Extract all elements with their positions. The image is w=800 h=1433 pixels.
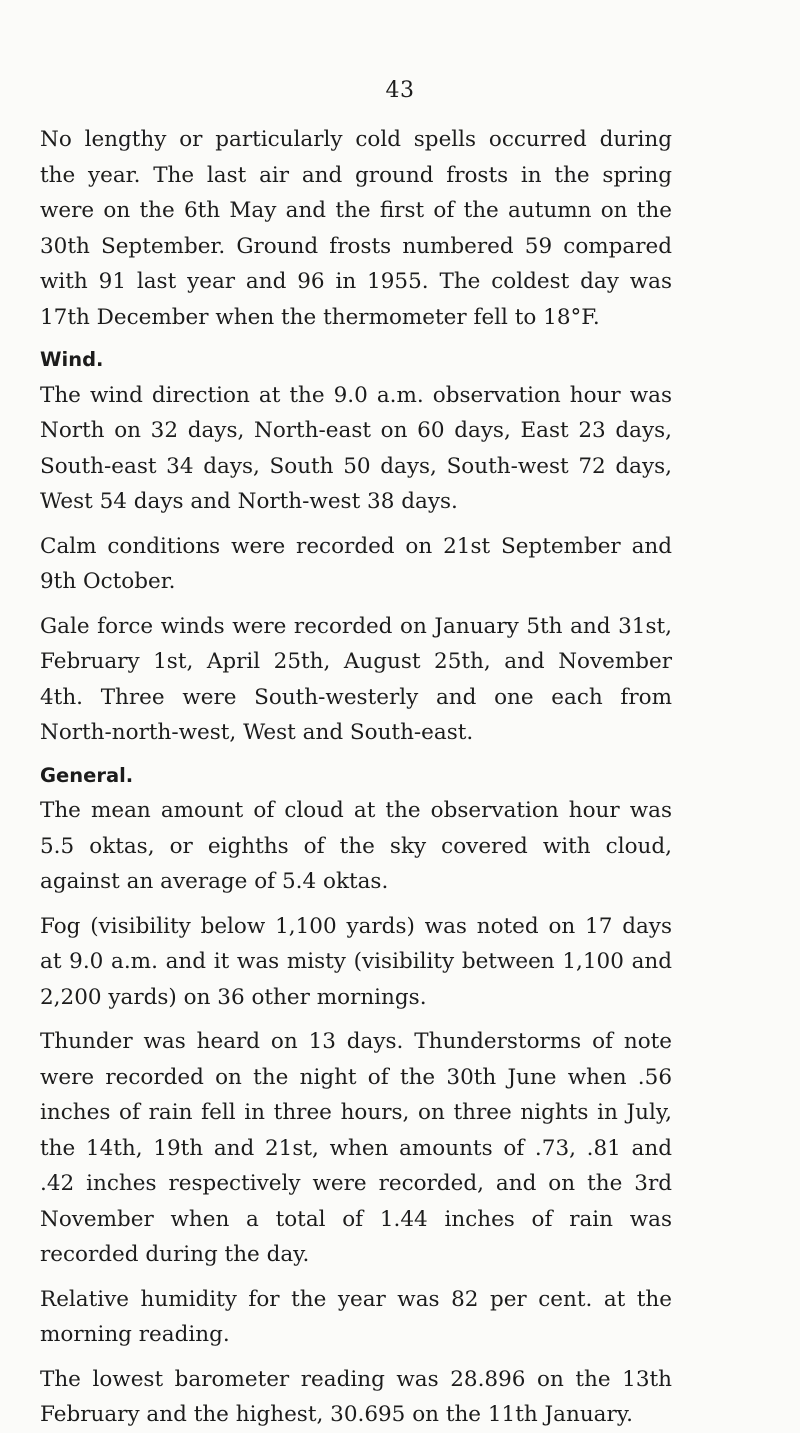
thunder-paragraph: Thunder was heard on 13 days. Thunderstorms of note were recorded on the night of the 30th June when .56 inches of rain fell in three hours, on three nights in July, the 14th, 19th and 21st, when amounts of .73, .81 and .42 inches respectively were recorded, and on the 3rd November when a total of 1.44 inches of rain was recorded during the day. (40, 1029, 672, 1267)
fog-paragraph: Fog (visibility below 1,100 yards) was noted on 17 days at 9.0 a.m. and it was misty (visibility between 1,100 and 2,200 yards) on 36 other mornings. (40, 913, 672, 1010)
wind-heading: Wind. (40, 348, 104, 371)
gale-force-paragraph: Gale force winds were recorded on January 5th and 31st, February 1st, April 25th, August 25th, and November 4th. Three were South-westerly and one each from North-north-west, West and South-east. (40, 613, 672, 745)
barometer-paragraph: The lowest barometer reading was 28.896 on the 13th February and the highest, 30.695 on the 11th January. (40, 1366, 672, 1427)
calm-conditions-paragraph: Calm conditions were recorded on 21st September and 9th October. (40, 533, 672, 594)
humidity-paragraph: Relative humidity for the year was 82 per cent. at the morning reading. (40, 1286, 672, 1347)
wind-direction-paragraph: The wind direction at the 9.0 a.m. observation hour was North on 32 days, North-east on 60 days, East 23 days, South-east 34 days, South 50 days, South-west 72 days, West 54 days and North-west 38 days. (40, 382, 672, 514)
document-body (40, 122, 672, 1433)
cloud-paragraph: The mean amount of cloud at the observation hour was 5.5 oktas, or eighths of the sky covered with cloud, against an average of 5.4 oktas. (40, 798, 672, 894)
intro-paragraph: No lengthy or particularly cold spells occurred during the year. The last air and ground frosts in the spring were on the 6th May and the first of the autumn on the 30th September. Ground frosts numbered 59 compared with 91 last year and 96 in 1955. The coldest day was 17th December when the thermometer fell to 18°F. (40, 127, 672, 330)
page-number: 43 (385, 78, 415, 103)
general-heading: General. (40, 763, 134, 787)
